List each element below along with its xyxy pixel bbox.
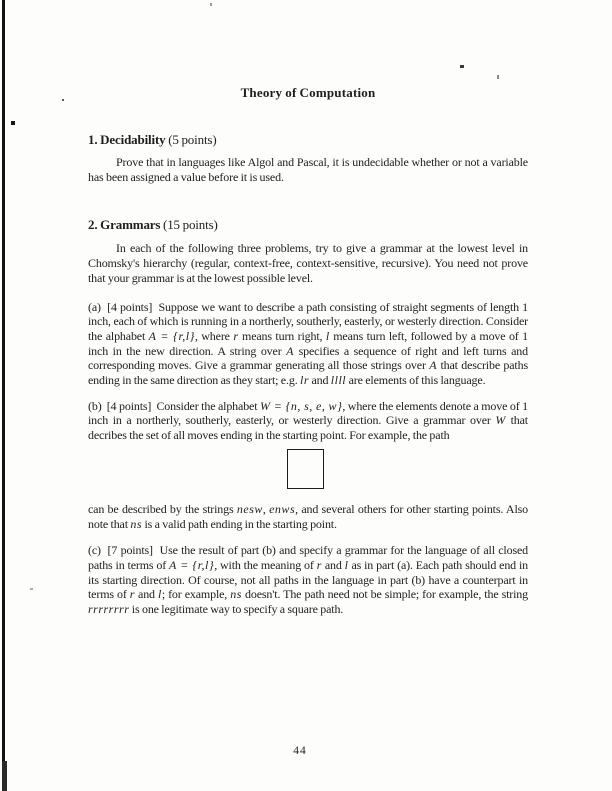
problem1-heading-points: (5 points)	[165, 132, 217, 147]
scan-speck	[62, 99, 64, 101]
problem1-body-paragraph: Prove that in languages like Algol and Pascal, it is undecidable whether or not a variable has been assigned a value before it is used.	[88, 155, 528, 184]
scan-edge-artifact-foot	[2, 761, 7, 791]
scan-edge-artifact	[2, 0, 5, 791]
scan-speck	[30, 588, 33, 590]
page-title: Theory of Computation	[240, 85, 376, 100]
problem2-part-c-paragraph: (c) [7 points] Use the result of part (b) and specify a grammar for the language of all closed paths in terms of A = {r,l}, with the meaning of r and l as in part (a). Each path should end in its starting direction. Of course, not all paths in the language in part (b) have a counterpart in terms of r and l; for example, ns doesn't. The path need not be simple; for example, the string rrrrrrrr is one legitimate way to specify a square path.	[88, 543, 529, 617]
problem2-part-b-paragraph: (b) [4 points] Consider the alphabet W = {n, s, e, w}, where the elements denote a move of 1 inch in a northerly, southerly, easterly, or westerly direction. Give a grammar over W that decribes the set of all moves ending in the starting point. For example, the path	[88, 398, 528, 443]
scan-speck	[11, 121, 15, 125]
problem2-intro-paragraph: In each of the following three problems, try to give a grammar at the lowest level in Chomsky's hierarchy (regular, context-free, context-sensitive, recursive). You need not prove that your grammar is at the lowest possible level.	[88, 241, 528, 285]
problem1-heading-title: 1. Decidability	[88, 132, 166, 147]
problem2-heading-title: 2. Grammars	[88, 217, 161, 233]
problem2-heading-points: (15 points)	[160, 217, 218, 233]
problem1-heading	[88, 132, 528, 147]
problem2-heading	[88, 217, 528, 232]
problem2-part-a-paragraph: (a) [4 points] Suppose we want to describe a path consisting of straight segments of length 1 inch, each of which is running in a northerly, southerly, easterly, or westerly direction. Consider the alphabet A = {r,l}, where r means turn right, l means turn left, followed by a move of 1 inch in the new direction. A string over A specifies a sequence of right and left turns and corresponding moves. Give a grammar generating all those strings over A that describe paths ending in the same direction as they start; e.g. lr and llll are elements of this language.	[88, 299, 528, 388]
problem2-part-b-continued-paragraph: can be described by the strings nesw, enws, and several others for other starting points. Also note that ns is a valid path ending in the starting point.	[88, 501, 529, 531]
page-content	[88, 0, 528, 617]
square-path-figure	[287, 449, 324, 489]
page-number: 44	[293, 745, 307, 757]
